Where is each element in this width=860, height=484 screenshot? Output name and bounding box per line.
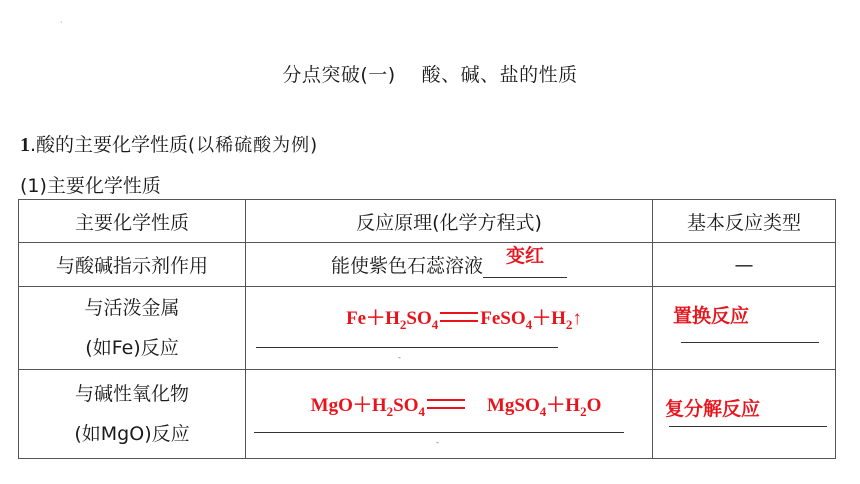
heading-note: (以稀硫酸为例) — [188, 135, 319, 156]
answer-blank — [483, 245, 567, 278]
cell-principle — [246, 287, 653, 370]
table-row — [19, 287, 836, 370]
heading-text: .酸的主要化学性质 — [30, 134, 189, 156]
eq-part: O — [586, 395, 602, 416]
eq-sub: 4 — [431, 316, 439, 332]
eq-part: MgO＋H — [310, 395, 387, 416]
section-heading — [20, 130, 318, 157]
page-title — [0, 60, 860, 87]
eq-sub: 4 — [418, 403, 425, 419]
subheading: (1)主要化学性质 — [20, 175, 161, 197]
eq-part: ＋H — [532, 308, 566, 329]
table-row — [19, 243, 836, 287]
eq-sub: 2 — [565, 316, 573, 332]
eq-part: FeSO — [480, 308, 526, 329]
eq-sub: 4 — [525, 316, 533, 332]
heading-number: 1 — [20, 134, 30, 156]
property-line1: 与碱性氧化物 — [74, 383, 189, 405]
cell-principle — [246, 243, 653, 287]
answer-underline — [256, 347, 558, 348]
eq-sub: 2 — [580, 403, 587, 419]
decorative-dash: - — [398, 353, 401, 362]
header-principle: 反应原理(化学方程式) — [246, 200, 653, 243]
answer-underline — [669, 426, 827, 427]
eq-sub: 4 — [539, 403, 547, 419]
answer-underline — [254, 432, 624, 433]
decorative-dash: - — [436, 438, 439, 447]
title-part1: 分点突破(一) — [282, 64, 396, 86]
type-answer: 置换反应 — [673, 305, 750, 327]
cell-principle — [246, 370, 653, 459]
eq-part: SO — [393, 395, 419, 416]
equation-mgo — [260, 390, 652, 420]
eq-sub: 2 — [399, 316, 407, 332]
title-part2: 酸、碱、盐的性质 — [421, 64, 578, 86]
equation-fe — [276, 303, 652, 333]
header-property: 主要化学性质 — [19, 200, 246, 243]
table-header-row — [19, 200, 836, 243]
property-line1: 与活泼金属 — [84, 297, 180, 319]
property-line2: (如Fe)反应 — [85, 337, 179, 359]
eq-sub: 2 — [386, 403, 394, 419]
cell-property — [19, 370, 246, 459]
equals-sign — [427, 399, 465, 409]
property-line2: (如MgO)反应 — [74, 423, 190, 445]
principle-text: 能使紫色石蕊溶液 — [330, 255, 483, 277]
properties-table — [18, 199, 836, 459]
cell-property: 与酸碱指示剂作用 — [19, 243, 246, 287]
cell-property — [19, 287, 246, 370]
answer-text: 变红 — [505, 245, 544, 267]
cell-type — [653, 370, 836, 459]
eq-part: Fe＋H — [346, 308, 400, 329]
cell-type — [653, 287, 836, 370]
eq-part: MgSO — [487, 395, 540, 416]
cell-type: — — [653, 243, 836, 287]
equals-sign — [440, 312, 478, 322]
type-answer: 复分解反应 — [665, 398, 761, 420]
eq-part: ＋H — [546, 395, 581, 416]
eq-arrow: ↑ — [572, 308, 582, 329]
decorative-dot: · — [60, 18, 63, 27]
answer-underline — [681, 342, 819, 343]
header-type: 基本反应类型 — [653, 200, 836, 243]
table-row — [19, 370, 836, 459]
eq-part: SO — [406, 308, 432, 329]
